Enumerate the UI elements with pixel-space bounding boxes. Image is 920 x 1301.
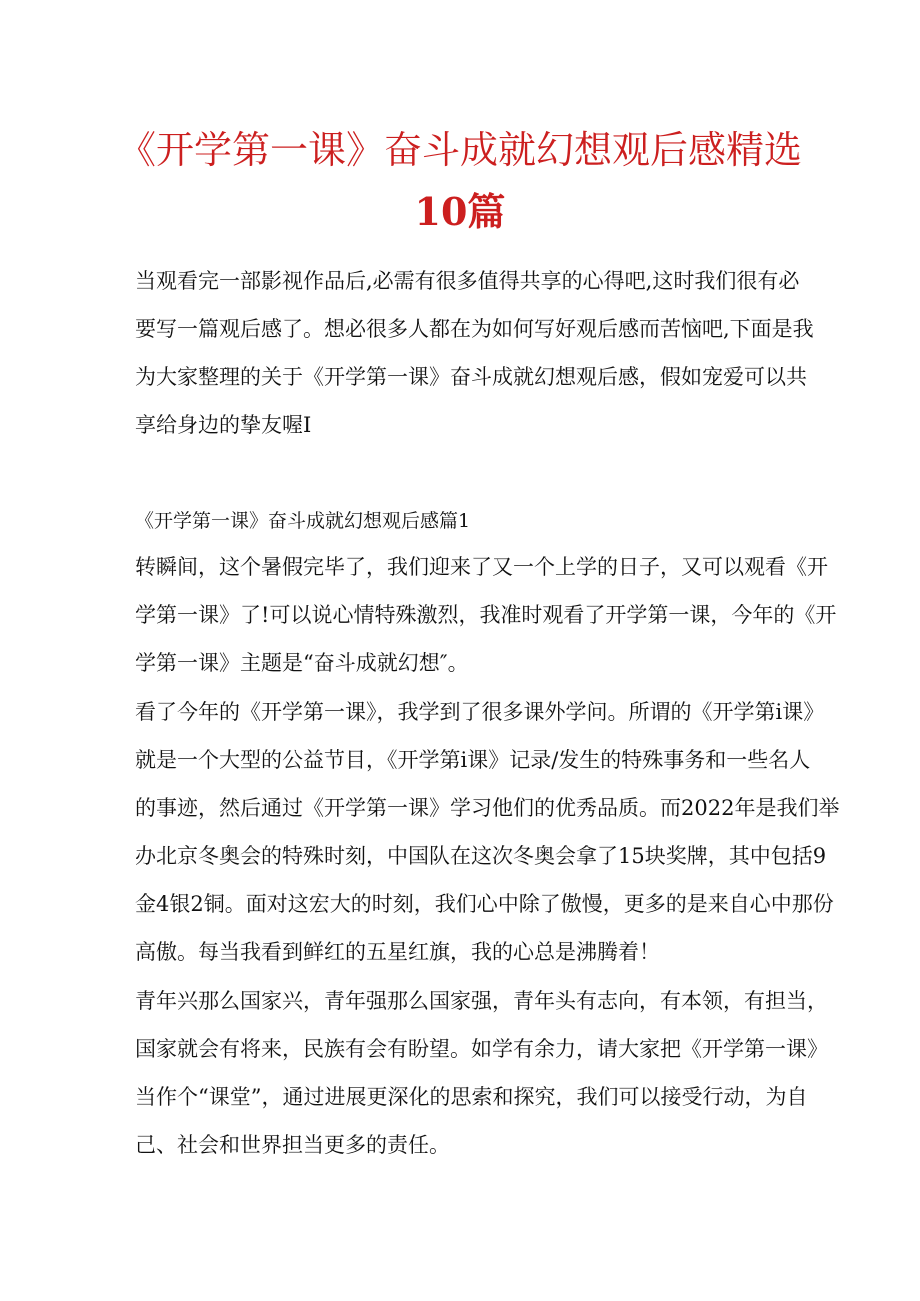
paragraph-line: 就是一个大型的公益节目，《开学第i课》记录/发生的特殊事务和一些名人 [135,748,811,772]
paragraph-line: 转瞬间，这个暑假完毕了，我们迎来了又一个上学的日子，又可以观看《开 [135,555,828,579]
paragraph-line: 学第一课》了!可以说心情特殊激烈，我准时观看了开学第一课，今年的《开 [135,603,837,627]
section-heading: 《开学第一课》奋斗成就幻想观后感篇1 [135,510,471,532]
intro-line: 要写一篇观后感了。想必很多人都在为如何写好观后感而苦恼吧,下面是我 [135,317,814,341]
intro-line: 当观看完一部影视作品后,必需有很多值得共享的心得吧,这时我们很有必 [135,269,800,293]
paragraph-line: 办北京冬奥会的特殊时刻，中国队在这次冬奥会拿了15块奖牌，其中包括9 [135,844,827,868]
document-title: 《开学第一课》奋斗成就幻想观后感精选 [117,128,802,172]
paragraph-line: 高傲。每当我看到鲜红的五星红旗，我的心总是沸腾着！ [135,940,660,964]
paragraph-line: 学第一课》主题是“奋斗成就幻想″。 [135,651,469,675]
paragraph-line: 当作个“课堂”，通过进展更深化的思索和探究，我们可以接受行动，为自 [135,1085,808,1109]
paragraph-line: 国家就会有将来，民族有会有盼望。如学有余力，请大家把《开学第一课》 [135,1037,828,1061]
paragraph-line: 己、社会和世界担当更多的责任。 [135,1133,450,1157]
paragraph-line: 金4银2铜。面对这宏大的时刻，我们心中除了傲慢，更多的是来自心中那份 [135,892,834,916]
intro-line: 为大家整理的关于《开学第一课》奋斗成就幻想观后感，假如宠爱可以共 [135,365,807,389]
paragraph-line: 青年兴那么国家兴，青年强那么国家强，青年头有志向，有本领，有担当， [135,989,828,1013]
document-title-continued: 10篇 [414,189,506,234]
paragraph-line: 的事迹，然后通过《开学第一课》学习他们的优秀品质。而2022年是我们举 [135,796,840,820]
intro-line: 享给身边的挚友喔I [135,413,312,437]
paragraph-line: 看了今年的《开学第一课》，我学到了很多课外学问。所谓的《开学第i课》 [135,700,825,724]
